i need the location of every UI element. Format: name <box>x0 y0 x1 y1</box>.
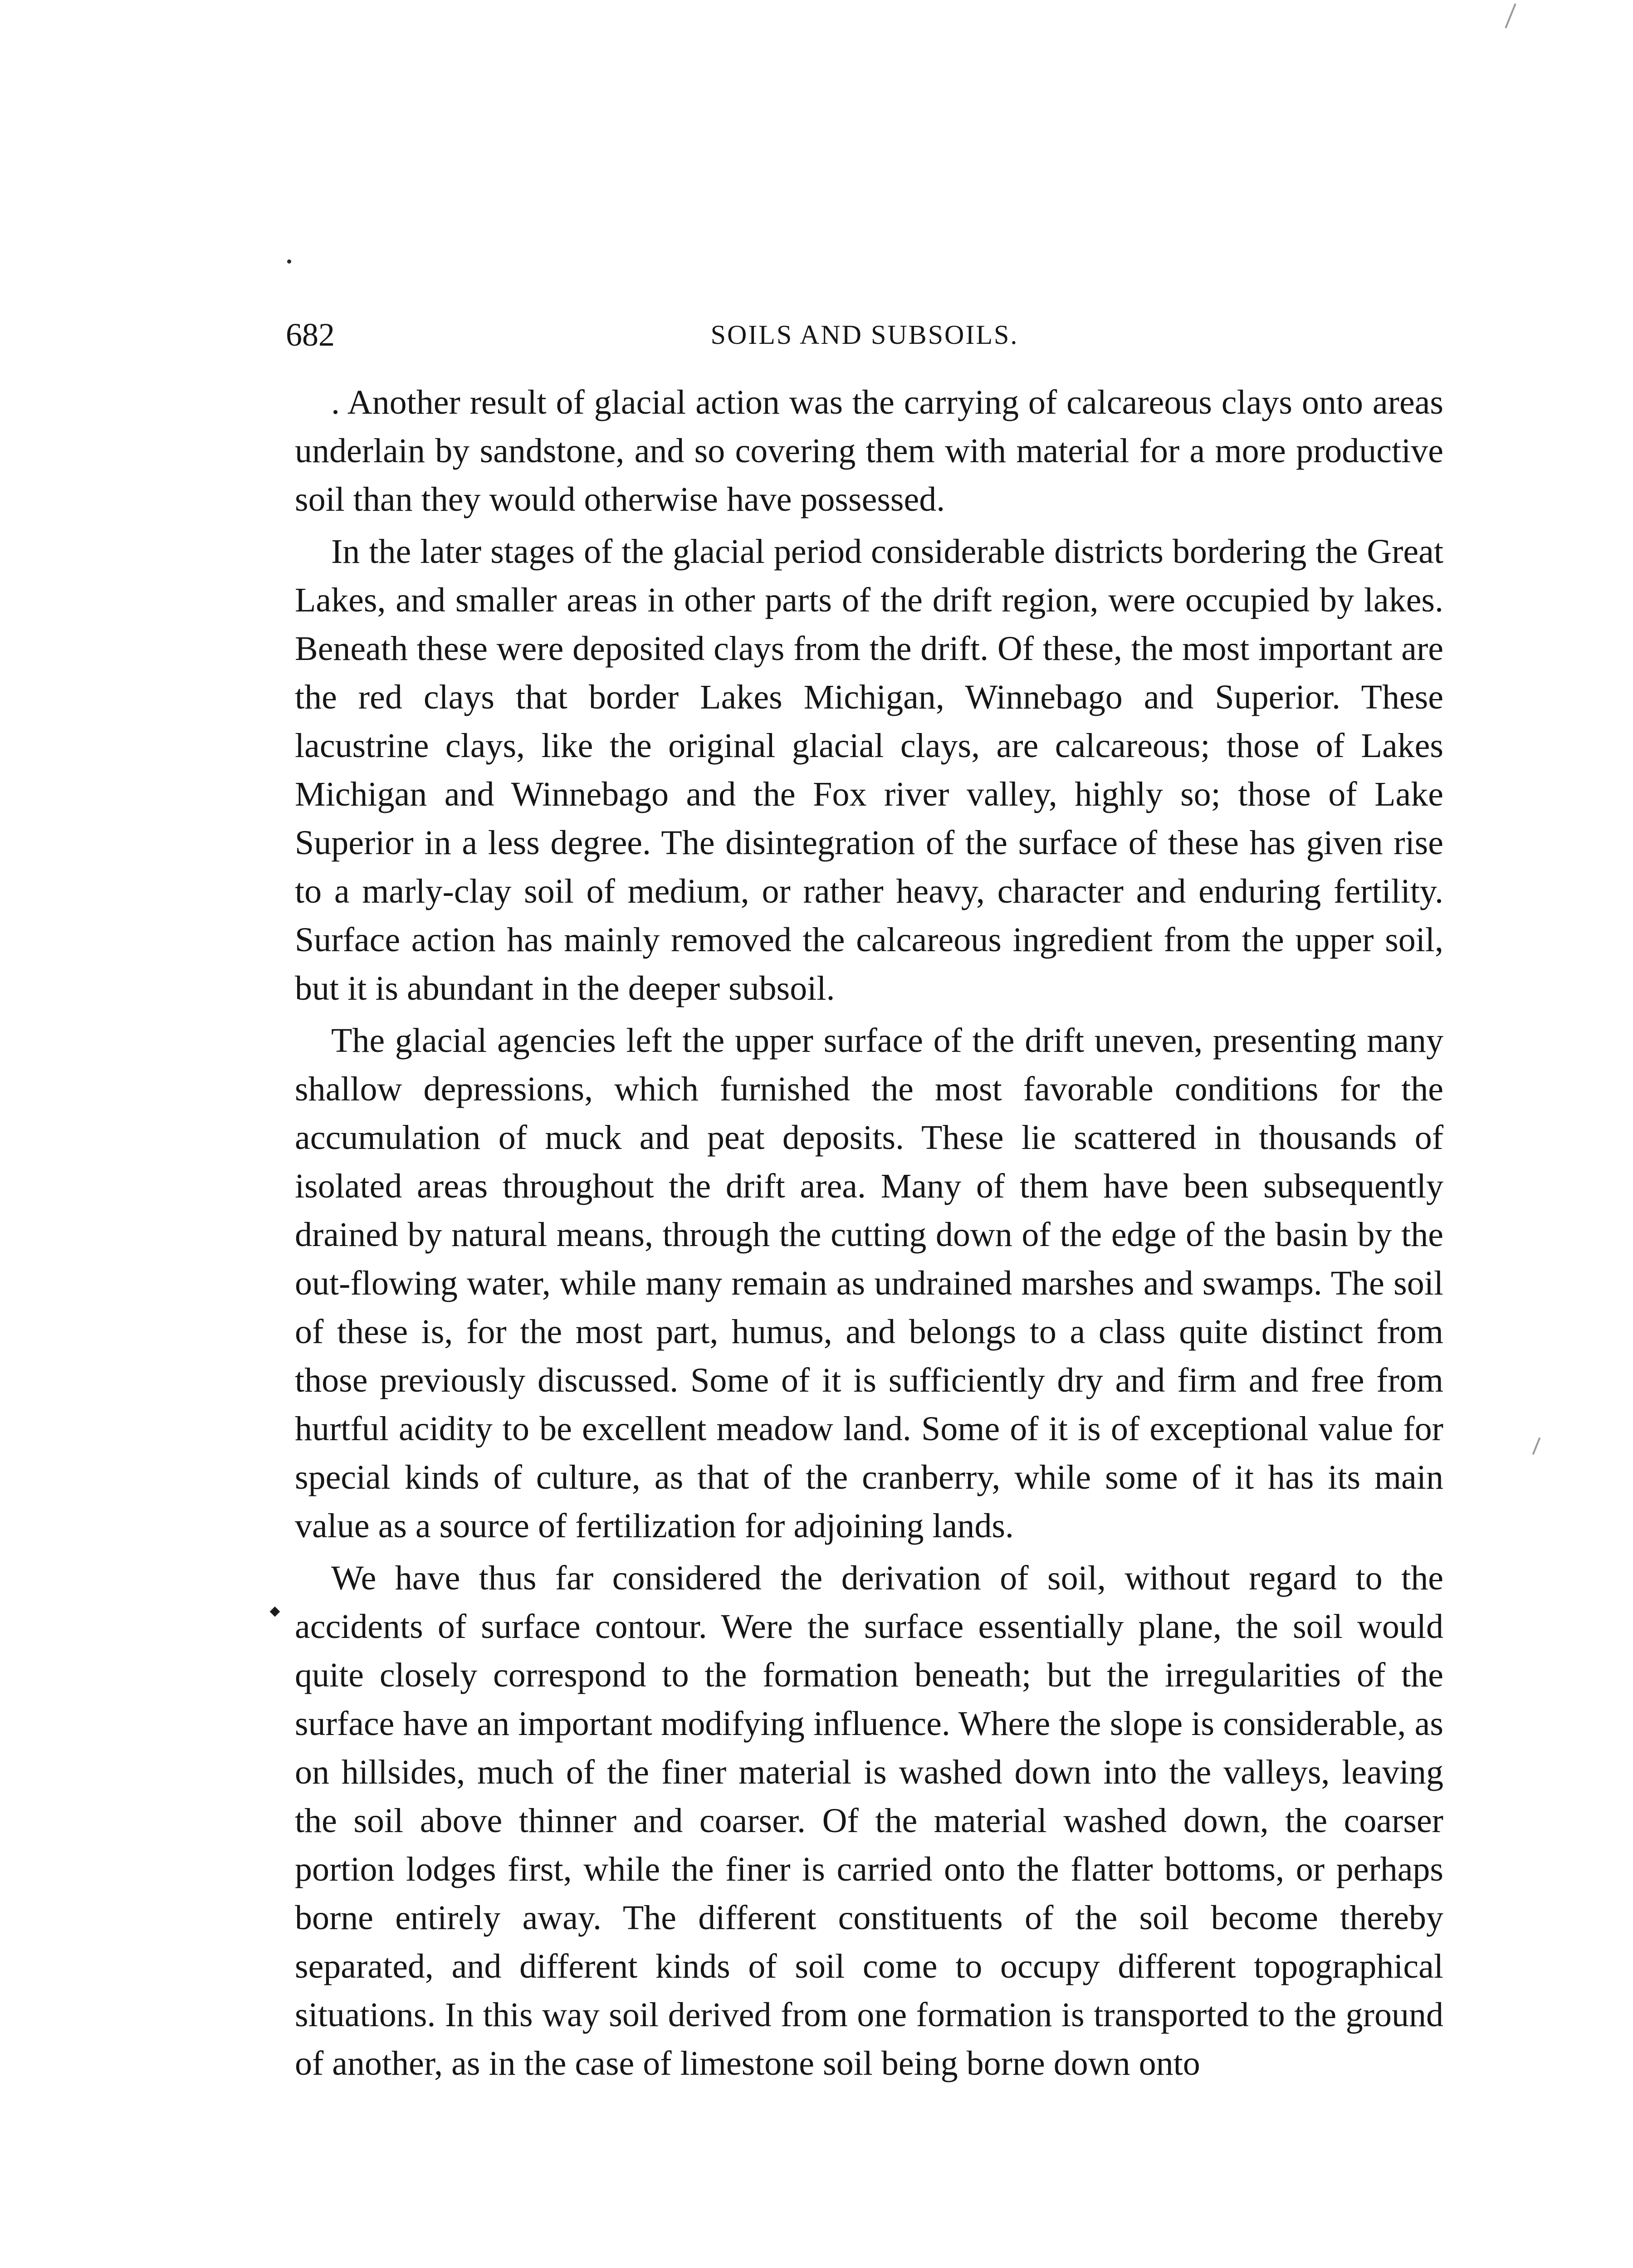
stray-ink-dot <box>287 259 291 264</box>
margin-tick-mark <box>1505 3 1516 28</box>
paragraph-surface-contour: We have thus far considered the derivation of soil, without regard to the accidents of surface contour. Were the surface essentially plane, the soil would quite closely correspond to the formation beneath; but the irregularities of the surface have an important modifying influence. Where the slope is considerable, as on hillsides, much of the finer material is washed down into the valleys, leaving the soil above thinner and coarser. Of the material washed down, the coarser portion lodges first, while the finer is carried onto the flatter bottoms, or perhaps borne entirely away. The different constituents of the soil become thereby separated, and different kinds of soil come to occupy different topographical situations. In this way soil derived from one formation is transported to the ground of another, as in the case of limestone soil being borne down onto <box>295 1559 1443 2082</box>
margin-tick-mark <box>1532 1437 1541 1455</box>
paragraph-lacustrine-clays: In the later stages of the glacial period considerable districts bordering the Great Lakes, and smaller areas in other parts of the drift region, were occupied by lakes. Beneath these were deposited clays from the drift. Of these, the most important are the red clays that border Lakes Michigan, Winnebago and Superior. These lacustrine clays, like the original glacial clays, are calcareous; those of Lakes Michigan and Winnebago and the Fox river valley, highly so; those of Lake Superior in a less degree. The disintegration of the surface of these has given rise to a marly-clay soil of medium, or rather heavy, character and enduring fertility. Surface action has mainly removed the calcareous ingredient from the upper soil, but it is abundant in the deeper subsoil. <box>295 533 1443 1007</box>
running-title: SOILS AND SUBSOILS. <box>710 320 1019 350</box>
margin-bullet-mark <box>270 1607 280 1617</box>
page-header <box>286 312 1443 357</box>
paragraph-muck-and-peat: The glacial agencies left the upper surface of the drift uneven, presenting many shallow depressions, which furnished the most favorable conditions for the accumulation of muck and peat deposits. These lie scattered in thousands of isolated areas throughout the drift area. Many of them have been subsequently drained by natural means, through the cutting down of the edge of the basin by the out-flowing water, while many remain as undrained marshes and swamps. The soil of these is, for the most part, humus, and belongs to a class quite distinct from those previously discussed. Some of it is sufficiently dry and firm and free from hurtful acidity to be excellent meadow land. Some of it is of exceptional value for special kinds of culture, as that of the cranberry, while some of it has its main value as a source of fertilization for adjoining lands. <box>295 1022 1443 1545</box>
page-number: 682 <box>286 317 335 353</box>
body-text <box>295 378 1443 2088</box>
paragraph-glacial-calcareous-clays: . Another result of glacial action was the carrying of calcareous clays onto areas underlain by sandstone, and so covering them with material for a more productive soil than they would otherwise have possessed. <box>295 383 1443 518</box>
